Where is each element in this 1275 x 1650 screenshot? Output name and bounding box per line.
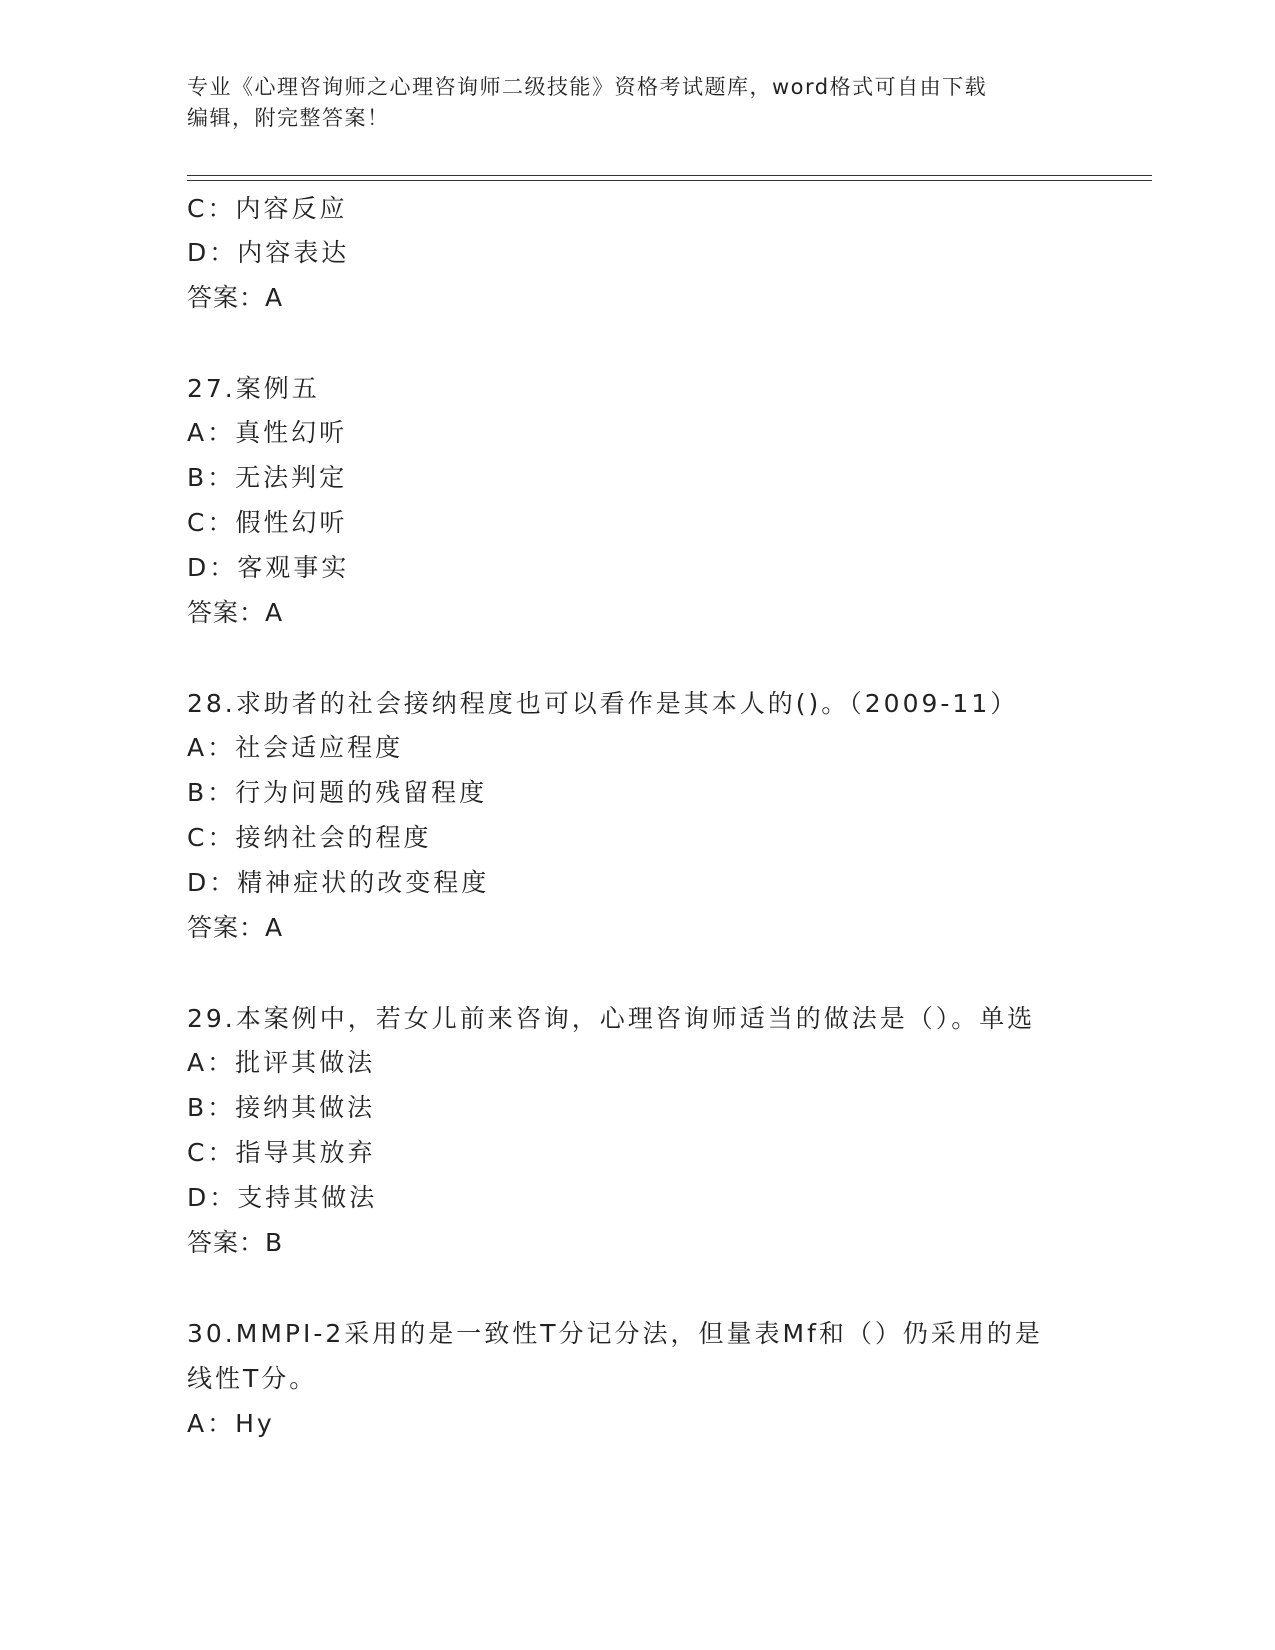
q28-answer: 答案：A: [187, 913, 284, 942]
q30-option-a: A：Hy: [187, 1409, 275, 1438]
q26-answer: 答案：A: [187, 283, 284, 312]
header-rule-bottom: [187, 180, 1152, 181]
q27-answer: 答案：A: [187, 598, 284, 627]
q29-option-a: A：批评其做法: [187, 1048, 376, 1077]
q28-option-d: D：精神症状的改变程度: [187, 868, 490, 897]
q28-option-b: B：行为问题的残留程度: [187, 778, 488, 807]
header-line-1: 专业《心理咨询师之心理咨询师二级技能》资格考试题库，word格式可自由下载: [187, 75, 988, 99]
q30-stem-line-2: 线性T分。: [187, 1364, 318, 1393]
q26-option-c: C：内容反应: [187, 194, 348, 223]
q27-stem: 27.案例五: [187, 374, 320, 403]
q26-option-d: D：内容表达: [187, 238, 350, 267]
q27-option-c: C：假性幻听: [187, 508, 348, 537]
header-line-2: 编辑，附完整答案！: [187, 106, 390, 130]
q28-option-c: C：接纳社会的程度: [187, 823, 432, 852]
header-rule-top: [187, 175, 1152, 176]
q29-answer: 答案：B: [187, 1228, 284, 1257]
q27-option-a: A：真性幻听: [187, 418, 348, 447]
q28-stem: 28.求助者的社会接纳程度也可以看作是其本人的()。（2009-11）: [187, 689, 1019, 718]
q29-option-b: B：接纳其做法: [187, 1093, 376, 1122]
q29-option-d: D：支持其做法: [187, 1183, 378, 1212]
q29-stem: 29.本案例中，若女儿前来咨询，心理咨询师适当的做法是（）。单选: [187, 1004, 1036, 1033]
q28-option-a: A：社会适应程度: [187, 733, 404, 762]
q29-option-c: C：指导其放弃: [187, 1138, 376, 1167]
q27-option-b: B：无法判定: [187, 463, 348, 492]
q27-option-d: D：客观事实: [187, 553, 350, 582]
q30-stem-line-1: 30.MMPI-2采用的是一致性T分记分法，但量表Mf和（）仍采用的是: [187, 1319, 1043, 1348]
